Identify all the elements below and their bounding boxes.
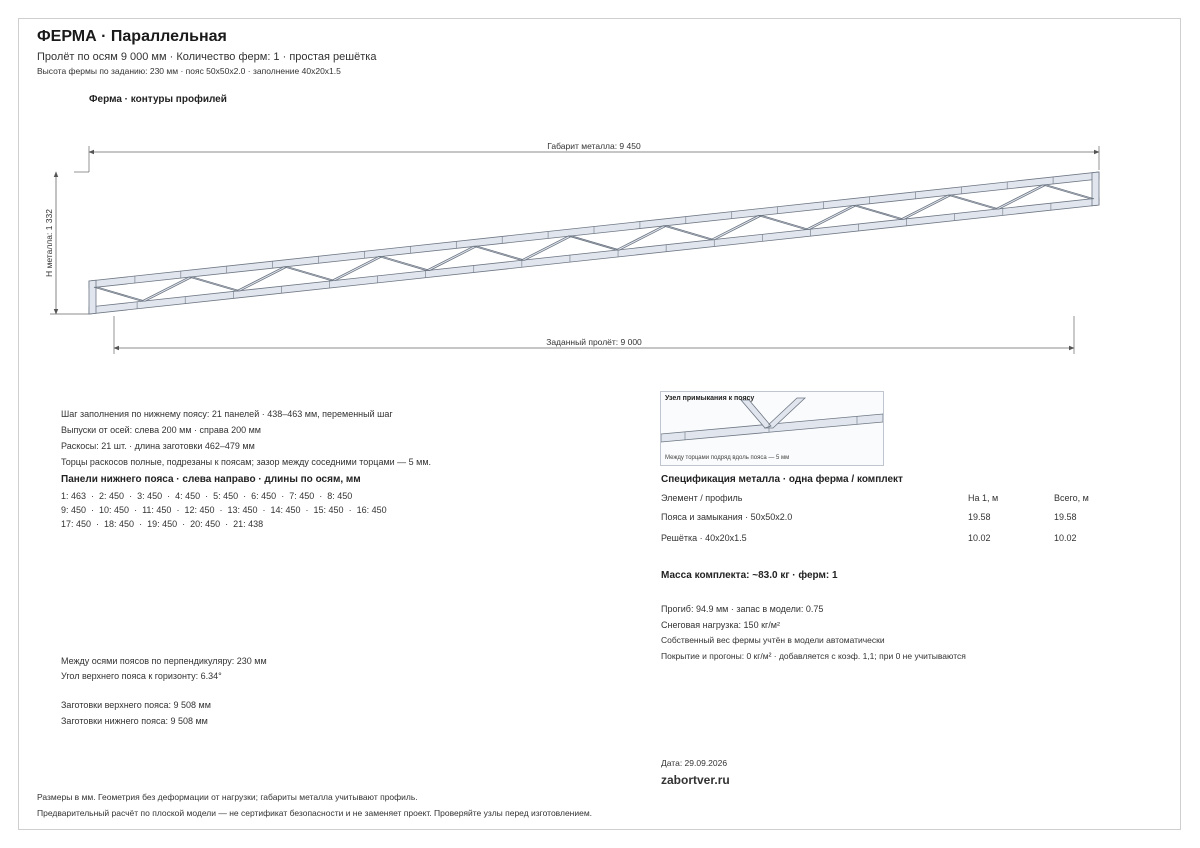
brace (948, 195, 999, 209)
panels-row-2 (61, 505, 387, 515)
panel-separator: · (134, 519, 148, 529)
panel-separator: · (257, 505, 271, 515)
page-subtitle: Пролёт по осям 9 000 мм · Количество ферм: 1 · простая решётка (37, 51, 377, 63)
dim-width-label: Габарит металла: 9 450 (547, 141, 641, 151)
spec-header-per-one: На 1, м (968, 493, 999, 503)
panel-length: 19: 450 (147, 519, 178, 529)
overhangs-text: Выпуски от осей: слева 200 мм · справа 200 мм (61, 425, 261, 435)
spec-header-total: Всего, м (1054, 493, 1089, 503)
panel-separator: · (86, 505, 100, 515)
panel-separator: · (124, 491, 138, 501)
panel-separator: · (162, 491, 176, 501)
brace (284, 267, 335, 281)
panel-length: 12: 450 (184, 505, 215, 515)
spec-mass: Масса комплекта: ~83.0 кг · ферм: 1 (661, 570, 838, 581)
panel-separator: · (220, 519, 234, 529)
roof-load-text: Покрытие и прогоны: 0 кг/м² · добавляется с коэф. 1,1; при 0 не учитываются (661, 651, 966, 661)
footer-note-1: Размеры в мм. Геометрия без деформации от нагрузки; габариты металла учитывают профиль. (37, 792, 418, 802)
panel-length: 16: 450 (356, 505, 387, 515)
spec-row-lattice-per-one: 10.02 (968, 533, 991, 543)
brace (568, 236, 619, 250)
dimension-lines (50, 146, 1099, 354)
panel-length: 17: 450 (61, 519, 92, 529)
panel-length: 18: 450 (104, 519, 135, 529)
end-post-left (89, 280, 96, 314)
page-title: ФЕРМА · Параллельная (37, 28, 227, 45)
brace (853, 205, 904, 219)
spec-row-chords-per-one: 19.58 (968, 512, 991, 522)
panel-length: 14: 450 (270, 505, 301, 515)
panel-length: 21: 438 (233, 519, 264, 529)
truss-outline (89, 172, 1099, 314)
panel-length: 2: 450 (99, 491, 125, 501)
panel-length: 7: 450 (289, 491, 315, 501)
node-detail-inset (660, 391, 884, 466)
bottom-chord (89, 198, 1099, 314)
panel-separator: · (276, 491, 290, 501)
braces-text: Раскосы: 21 шт. · длина заготовки 462–479 мм (61, 441, 255, 451)
brace (473, 246, 524, 260)
panels-title: Панели нижнего пояса · слева направо · длины по осям, мм (61, 474, 361, 485)
dim-height-label: Н металла: 1 332 (44, 209, 54, 277)
panel-separator: · (129, 505, 143, 515)
panel-separator: · (177, 519, 191, 529)
angle-text: Угол верхнего пояса к горизонту: 6.34° (61, 671, 222, 681)
panel-separator: · (343, 505, 357, 515)
panel-length: 3: 450 (137, 491, 163, 501)
self-weight-text: Собственный вес фермы учтён в модели автоматически (661, 635, 885, 645)
brace (663, 226, 714, 240)
panel-length: 6: 450 (251, 491, 277, 501)
panel-separator: · (238, 491, 252, 501)
panel-length: 1: 463 (61, 491, 87, 501)
panel-separator: · (171, 505, 185, 515)
panel-separator: · (314, 491, 328, 501)
brace (1043, 185, 1094, 199)
dim-span-label: Заданный пролёт: 9 000 (546, 337, 642, 347)
panel-length: 15: 450 (313, 505, 344, 515)
panel-length: 13: 450 (227, 505, 258, 515)
panel-length: 10: 450 (99, 505, 130, 515)
brace (379, 257, 430, 271)
panel-separator: · (200, 491, 214, 501)
spec-title: Спецификация металла · одна ферма / комплект (661, 474, 903, 485)
spec-row-lattice-total: 10.02 (1054, 533, 1077, 543)
brace (758, 216, 809, 230)
spec-header-element: Элемент / профиль (661, 493, 743, 503)
panels-row-1 (61, 491, 352, 501)
fill-step-text: Шаг заполнения по нижнему поясу: 21 панелей · 438–463 мм, переменный шаг (61, 409, 393, 419)
end-post-right (1092, 172, 1099, 206)
panel-length: 8: 450 (327, 491, 353, 501)
brand-logo: zabortver.ru (661, 773, 730, 787)
footer-note-2: Предварительный расчёт по плоской модели — не сертификат безопасности и не заменяет проект. Проверяйте узлы перед изготовлением. (37, 808, 593, 818)
panel-separator: · (214, 505, 228, 515)
panel-length: 9: 450 (61, 505, 87, 515)
panel-length: 11: 450 (142, 505, 172, 515)
deflection-text: Прогиб: 94.9 мм · запас в модели: 0.75 (661, 604, 824, 614)
panel-length: 5: 450 (213, 491, 239, 501)
brace (189, 277, 240, 291)
snow-load-text: Снеговая нагрузка: 150 кг/м² (661, 620, 780, 630)
date-text: Дата: 29.09.2026 (661, 758, 728, 768)
panel-separator: · (86, 491, 100, 501)
top-blanks-text: Заготовки верхнего пояса: 9 508 мм (61, 700, 211, 710)
inset-title: Узел примыкания к поясу (665, 395, 755, 402)
spec-row-chords-name: Пояса и замыкания · 50x50x2.0 (661, 512, 793, 522)
panels-row-3 (61, 519, 263, 529)
axis-distance-text: Между осями поясов по перпендикуляру: 230 мм (61, 656, 267, 666)
panel-length: 20: 450 (190, 519, 221, 529)
drawing-section-title: Ферма · контуры профилей (89, 94, 227, 105)
panel-separator: · (300, 505, 314, 515)
spec-row-chords-total: 19.58 (1054, 512, 1077, 522)
page-params: Высота фермы по заданию: 230 мм · пояс 50x50x2.0 · заполнение 40x20x1.5 (37, 66, 341, 76)
node-brace-left (741, 400, 771, 428)
panel-separator: · (91, 519, 105, 529)
spec-row-lattice-name: Решётка · 40x20x1.5 (661, 533, 747, 543)
panel-length: 4: 450 (175, 491, 201, 501)
brace (94, 287, 145, 301)
bottom-blanks-text: Заготовки нижнего пояса: 9 508 мм (61, 716, 208, 726)
brace-ends-text: Торцы раскосов полные, подрезаны к поясам; зазор между соседними торцами — 5 мм. (61, 457, 432, 467)
inset-caption: Между торцами подряд вдоль пояса — 5 мм (665, 455, 790, 461)
